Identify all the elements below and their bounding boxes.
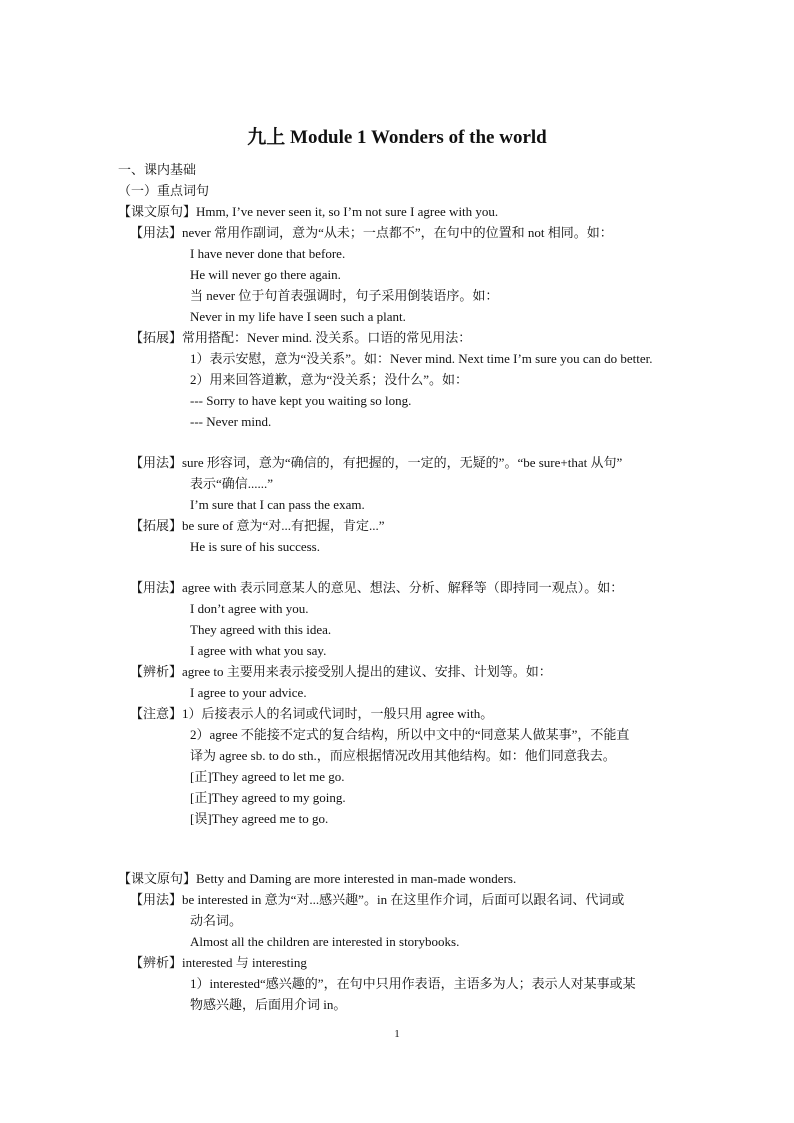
text-line: They agreed with this idea.	[190, 622, 332, 637]
text-line: 1）interested“感兴趣的”，在句中只用作表语，主语多为人；表示人对某事或某	[190, 976, 636, 991]
text-line: 【用法】never 常用作副词，意为“从未；一点都不”，在句中的位置和 not 相同。如：	[130, 225, 613, 240]
text-line: I have never done that before.	[190, 246, 346, 261]
text-line: 【用法】sure 形容词，意为“确信的，有把握的，一定的，无疑的”。“be sure+that 从句”	[130, 455, 623, 470]
text-line: 【注意】1）后接表示人的名词或代词时，一般只用 agree with。	[130, 706, 494, 721]
text-line: 2）用来回答道歉，意为“没关系；没什么”。如：	[190, 372, 469, 387]
text-line: 物感兴趣，后面用介词 in。	[190, 997, 347, 1012]
text-line: I’m sure that I can pass the exam.	[190, 497, 365, 512]
text-line: 【用法】agree with 表示同意某人的意见、想法、分析、解释等（即持同一观点）。如：	[130, 580, 624, 595]
text-line: --- Never mind.	[190, 414, 272, 429]
text-line: 表示“确信......”	[190, 476, 274, 491]
text-line: 译为 agree sb. to do sth.，而应根据情况改用其他结构。如：他们同意我去。	[190, 748, 616, 763]
text-line: （一）重点词句	[118, 183, 210, 198]
text-line: 2）agree 不能接不定式的复合结构，所以中文中的“同意某人做某事”，不能直	[190, 727, 630, 742]
text-line: 当 never 位于句首表强调时，句子采用倒装语序。如：	[190, 288, 499, 303]
text-line: Never in my life have I seen such a plant.	[190, 309, 406, 324]
text-line: 【课文原句】Hmm, I’ve never seen it, so I’m not sure I agree with you.	[118, 204, 499, 219]
text-line: He is sure of his success.	[190, 539, 320, 554]
text-line: 动名词。	[190, 913, 243, 928]
text-line: 【拓展】常用搭配：Never mind. 没关系。口语的常见用法：	[130, 330, 472, 345]
text-line: 一、课内基础	[118, 162, 197, 177]
text-line: [误]They agreed me to go.	[190, 811, 329, 826]
text-line: He will never go there again.	[190, 267, 341, 282]
text-line: 【拓展】be sure of 意为“对...有把握，肯定...”	[130, 518, 385, 533]
text-line: 【课文原句】Betty and Daming are more interested in man-made wonders.	[118, 871, 517, 886]
text-line: 【辨析】interested 与 interesting	[130, 955, 307, 970]
text-line: 1）表示安慰，意为“没关系”。如：Never mind. Next time I’m sure you can do better.	[190, 351, 653, 366]
text-line: I agree with what you say.	[190, 643, 327, 658]
text-line: [正]They agreed to my going.	[190, 790, 346, 805]
text-line: 【用法】be interested in 意为“对...感兴趣”。in 在这里作介词，后面可以跟名词、代词或	[130, 892, 625, 907]
page-number: 1	[394, 1028, 400, 1040]
text-line: I agree to your advice.	[190, 685, 307, 700]
text-line: I don’t agree with you.	[190, 601, 309, 616]
text-line: [正]They agreed to let me go.	[190, 769, 345, 784]
text-line: --- Sorry to have kept you waiting so long.	[190, 393, 412, 408]
text-line: Almost all the children are interested in storybooks.	[190, 934, 460, 949]
text-line: 【辨析】agree to 主要用来表示接受别人提出的建议、安排、计划等。如：	[130, 664, 552, 679]
page-title: 九上 Module 1 Wonders of the world	[247, 127, 547, 148]
